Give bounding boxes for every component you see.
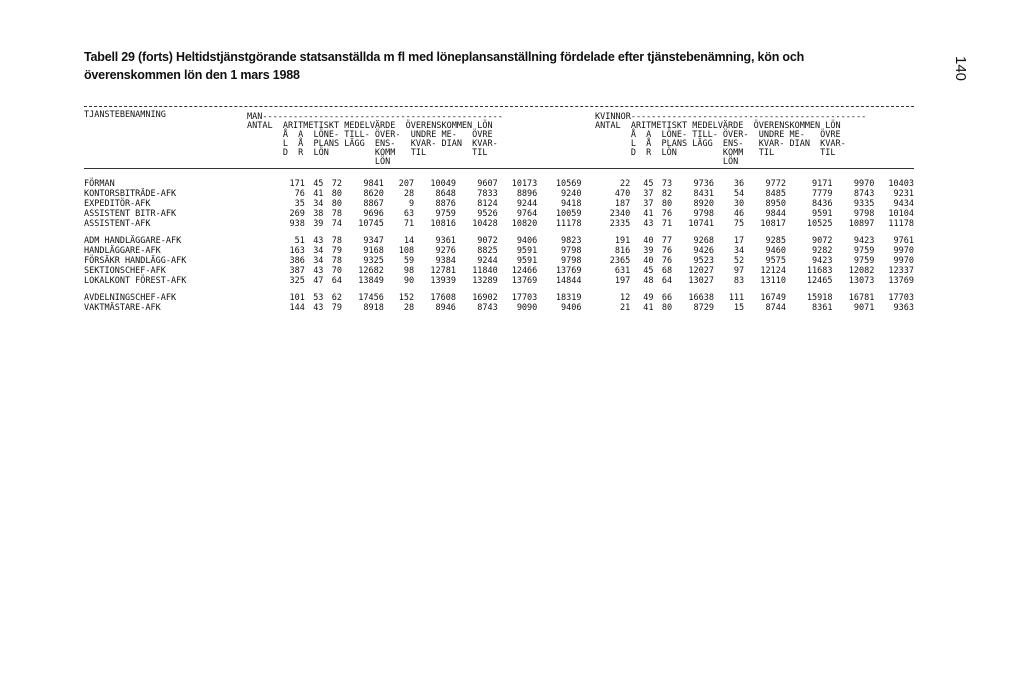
- value-cell: 51: [294, 236, 305, 246]
- value-cell: 9335: [853, 199, 875, 209]
- value-cell: 9764: [516, 209, 538, 219]
- value-cell: 40: [643, 236, 654, 246]
- value-cell: 80: [661, 303, 673, 313]
- value-cell: 11683: [806, 266, 833, 276]
- value-cell: 34: [733, 246, 745, 256]
- value-cell: 75: [733, 219, 745, 229]
- value-cell: 9575: [765, 256, 787, 266]
- value-cell: 10428: [472, 219, 498, 229]
- value-cell: 9823: [560, 236, 582, 246]
- occupation-cell: KONTORSBITRÄDE-AFK: [84, 189, 177, 199]
- value-cell: 12682: [358, 266, 384, 276]
- value-cell: 37: [643, 189, 654, 199]
- value-cell: 12: [620, 293, 631, 303]
- value-cell: 9591: [812, 209, 833, 219]
- value-cell: 10059: [555, 209, 582, 219]
- value-cell: 9406: [560, 303, 582, 313]
- value-cell: 8436: [812, 199, 833, 209]
- value-cell: 71: [661, 219, 673, 229]
- men-header: MAN-----------------------------------------------: [247, 112, 503, 122]
- occupation-cell: HANDLÄGGARE-AFK: [84, 246, 161, 256]
- value-cell: 8485: [765, 189, 787, 199]
- value-cell: 9268: [693, 236, 714, 246]
- value-cell: 73: [661, 179, 673, 189]
- value-cell: 8950: [765, 199, 787, 209]
- value-cell: 9591: [516, 256, 538, 266]
- value-cell: 71: [403, 219, 415, 229]
- value-cell: 10741: [688, 219, 714, 229]
- value-cell: 41: [643, 303, 654, 313]
- value-cell: 9772: [765, 179, 787, 189]
- value-cell: 9523: [693, 256, 714, 266]
- occupation-cell: SEKTIONSCHEF-AFK: [84, 266, 166, 276]
- value-cell: 8918: [363, 303, 384, 313]
- value-cell: 325: [289, 276, 305, 286]
- value-cell: 43: [313, 303, 324, 313]
- value-cell: 53: [313, 293, 324, 303]
- value-cell: 21: [620, 303, 631, 313]
- value-cell: 37: [643, 199, 654, 209]
- value-cell: 22: [620, 179, 631, 189]
- value-cell: 39: [643, 246, 654, 256]
- value-cell: 152: [398, 293, 415, 303]
- value-cell: 9072: [477, 236, 498, 246]
- value-cell: 63: [403, 209, 415, 219]
- value-cell: 9434: [893, 199, 914, 209]
- value-cell: 9347: [363, 236, 384, 246]
- value-cell: 9591: [516, 246, 538, 256]
- value-cell: 9423: [812, 256, 833, 266]
- value-cell: 9071: [853, 303, 875, 313]
- value-cell: 163: [289, 246, 305, 256]
- value-cell: 80: [331, 199, 343, 209]
- value-cell: 2365: [609, 256, 631, 266]
- salary-table: [84, 179, 914, 313]
- value-cell: 17456: [358, 293, 384, 303]
- value-cell: 9240: [560, 189, 582, 199]
- value-cell: 78: [331, 256, 343, 266]
- column-label: TJANSTEBENAMNING: [84, 110, 166, 120]
- value-cell: 9072: [812, 236, 833, 246]
- value-cell: 49: [643, 293, 654, 303]
- value-cell: 9168: [363, 246, 384, 256]
- value-cell: 207: [398, 179, 415, 189]
- value-cell: 8946: [435, 303, 456, 313]
- header-rule: [84, 168, 914, 169]
- value-cell: 938: [289, 219, 305, 229]
- value-cell: 82: [661, 189, 673, 199]
- value-cell: 13073: [848, 276, 875, 286]
- value-cell: 64: [331, 276, 343, 286]
- value-cell: 13110: [760, 276, 787, 286]
- value-cell: 9526: [477, 209, 498, 219]
- value-cell: 12124: [760, 266, 787, 276]
- table-row: [84, 256, 914, 266]
- value-cell: 8729: [693, 303, 714, 313]
- value-cell: 8648: [435, 189, 456, 199]
- value-cell: 43: [313, 266, 324, 276]
- value-cell: 9798: [693, 209, 714, 219]
- value-cell: 78: [331, 236, 343, 246]
- value-cell: 8361: [812, 303, 833, 313]
- value-cell: 631: [614, 266, 631, 276]
- value-cell: 16638: [688, 293, 714, 303]
- value-cell: 386: [289, 256, 305, 266]
- value-cell: 8825: [477, 246, 498, 256]
- value-cell: 59: [403, 256, 415, 266]
- group-spacer: [84, 286, 914, 293]
- value-cell: 9171: [812, 179, 833, 189]
- value-cell: 9325: [363, 256, 384, 266]
- value-cell: 14: [403, 236, 415, 246]
- value-cell: 14844: [555, 276, 582, 286]
- value-cell: 187: [614, 199, 631, 209]
- value-cell: 77: [661, 236, 673, 246]
- table-row: [84, 276, 914, 286]
- value-cell: 9759: [435, 209, 456, 219]
- value-cell: 8743: [853, 189, 875, 199]
- value-cell: 9363: [893, 303, 914, 313]
- value-cell: 12337: [888, 266, 914, 276]
- table-row: [84, 303, 914, 313]
- value-cell: 9460: [765, 246, 787, 256]
- value-cell: 9798: [560, 246, 582, 256]
- occupation-cell: EXPEDITÖR-AFK: [84, 199, 151, 209]
- value-cell: 8876: [435, 199, 456, 209]
- value-cell: 8920: [693, 199, 714, 209]
- value-cell: 13027: [688, 276, 714, 286]
- value-cell: 28: [403, 303, 415, 313]
- value-cell: 34: [313, 256, 324, 266]
- value-cell: 35: [294, 199, 305, 209]
- table-row: [84, 209, 914, 219]
- value-cell: 68: [661, 266, 673, 276]
- value-cell: 9844: [765, 209, 787, 219]
- value-cell: 70: [331, 266, 343, 276]
- value-cell: 16781: [848, 293, 875, 303]
- value-cell: 46: [733, 209, 745, 219]
- value-cell: 9607: [477, 179, 498, 189]
- value-cell: 9361: [435, 236, 456, 246]
- occupation-cell: ASSISTENT-AFK: [84, 219, 151, 229]
- value-cell: 43: [643, 219, 654, 229]
- value-cell: 10104: [888, 209, 914, 219]
- value-cell: 10525: [806, 219, 833, 229]
- value-cell: 10569: [555, 179, 582, 189]
- value-cell: 80: [331, 189, 343, 199]
- value-cell: 43: [313, 236, 324, 246]
- value-cell: 8896: [516, 189, 538, 199]
- value-cell: 191: [614, 236, 631, 246]
- value-cell: 9426: [693, 246, 714, 256]
- value-cell: 13939: [430, 276, 456, 286]
- value-cell: 10820: [511, 219, 538, 229]
- table-row: [84, 246, 914, 256]
- occupation-cell: VAKTMÄSTARE-AFK: [84, 303, 161, 313]
- value-cell: 2335: [609, 219, 631, 229]
- value-cell: 8867: [363, 199, 384, 209]
- value-cell: 90: [403, 276, 415, 286]
- value-cell: 54: [733, 189, 745, 199]
- value-cell: 101: [289, 293, 305, 303]
- occupation-cell: FÖRMAN: [84, 179, 115, 189]
- value-cell: 9970: [893, 256, 914, 266]
- value-cell: 9090: [516, 303, 538, 313]
- value-cell: 10897: [848, 219, 875, 229]
- value-cell: 34: [313, 199, 324, 209]
- value-cell: 7833: [477, 189, 498, 199]
- value-cell: 9798: [560, 256, 582, 266]
- value-cell: 111: [728, 293, 745, 303]
- value-cell: 9798: [853, 209, 875, 219]
- value-cell: 12027: [688, 266, 714, 276]
- value-cell: 17703: [511, 293, 538, 303]
- value-cell: 15: [733, 303, 745, 313]
- table-row: [84, 236, 914, 246]
- value-cell: 8620: [363, 189, 384, 199]
- value-cell: 41: [313, 189, 324, 199]
- page-number: 140: [952, 55, 970, 82]
- table-row: [84, 219, 914, 229]
- value-cell: 52: [733, 256, 745, 266]
- value-cell: 171: [289, 179, 305, 189]
- value-cell: 76: [661, 246, 673, 256]
- value-cell: 2340: [609, 209, 631, 219]
- women-subheader: ANTAL ARITMETISKT MEDELVÄRDE ÖVERENSKOMMEN LÖN Å A LÖNE- TILL- ÖVER- UNDRE ME- ÖVRE L Å PLANS LÄGG ENS- KVAR- DIAN KVAR- D R LÖN KOMM TIL TIL LÖN: [595, 121, 846, 167]
- value-cell: 83: [733, 276, 745, 286]
- value-cell: 9736: [693, 179, 714, 189]
- value-cell: 79: [331, 246, 343, 256]
- value-cell: 8744: [765, 303, 787, 313]
- value-cell: 144: [289, 303, 305, 313]
- value-cell: 17: [733, 236, 745, 246]
- value-cell: 16749: [760, 293, 787, 303]
- value-cell: 18319: [555, 293, 582, 303]
- value-cell: 12781: [430, 266, 456, 276]
- value-cell: 41: [643, 209, 654, 219]
- value-cell: 34: [313, 246, 324, 256]
- women-header: KVINNOR----------------------------------------------: [595, 112, 867, 122]
- value-cell: 9244: [516, 199, 538, 209]
- value-cell: 76: [294, 189, 305, 199]
- value-cell: 9423: [853, 236, 875, 246]
- table-row: [84, 199, 914, 209]
- value-cell: 9418: [560, 199, 582, 209]
- value-cell: 66: [661, 293, 673, 303]
- value-cell: 11178: [888, 219, 914, 229]
- value-cell: 9282: [812, 246, 833, 256]
- value-cell: 12466: [511, 266, 538, 276]
- occupation-cell: ASSISTENT BITR-AFK: [84, 209, 177, 219]
- value-cell: 76: [661, 256, 673, 266]
- value-cell: 13769: [555, 266, 582, 276]
- value-cell: 45: [313, 179, 324, 189]
- value-cell: 72: [331, 179, 343, 189]
- value-cell: 9970: [853, 179, 875, 189]
- value-cell: 97: [733, 266, 745, 276]
- value-cell: 9759: [853, 246, 875, 256]
- value-cell: 9759: [853, 256, 875, 266]
- value-cell: 7779: [812, 189, 833, 199]
- value-cell: 8124: [477, 199, 498, 209]
- occupation-cell: ADM HANDLÄGGARE-AFK: [84, 236, 182, 246]
- value-cell: 10745: [358, 219, 384, 229]
- value-cell: 13849: [358, 276, 384, 286]
- value-cell: 8431: [693, 189, 714, 199]
- value-cell: 9231: [893, 189, 914, 199]
- value-cell: 47: [313, 276, 324, 286]
- value-cell: 12082: [848, 266, 875, 276]
- value-cell: 36: [733, 179, 745, 189]
- occupation-cell: AVDELNINGSCHEF-AFK: [84, 293, 177, 303]
- value-cell: 48: [643, 276, 654, 286]
- value-cell: 78: [331, 209, 343, 219]
- value-cell: 10817: [760, 219, 787, 229]
- value-cell: 9244: [477, 256, 498, 266]
- value-cell: 13769: [511, 276, 538, 286]
- value-cell: 40: [643, 256, 654, 266]
- value-cell: 11840: [472, 266, 498, 276]
- value-cell: 15918: [806, 293, 833, 303]
- value-cell: 9406: [516, 236, 538, 246]
- value-cell: 74: [331, 219, 343, 229]
- men-subheader: ANTAL ARITMETISKT MEDELVÄRDE ÖVERENSKOMMEN LÖN Å A LÖNE- TILL- ÖVER- UNDRE ME- ÖVRE L Å PLANS LÄGG ENS- KVAR- DIAN KVAR- D R LÖN KOMM TIL TIL LÖN: [247, 121, 498, 167]
- value-cell: 197: [614, 276, 631, 286]
- value-cell: 62: [331, 293, 343, 303]
- value-cell: 17608: [430, 293, 456, 303]
- value-cell: 39: [313, 219, 324, 229]
- value-cell: 79: [331, 303, 343, 313]
- value-cell: 9384: [435, 256, 456, 266]
- value-cell: 28: [403, 189, 415, 199]
- value-cell: 38: [313, 209, 324, 219]
- value-cell: 8743: [477, 303, 498, 313]
- value-cell: 16902: [472, 293, 498, 303]
- table-row: [84, 266, 914, 276]
- value-cell: 9761: [893, 236, 914, 246]
- value-cell: 10816: [430, 219, 456, 229]
- value-cell: 64: [661, 276, 673, 286]
- value-cell: 108: [398, 246, 415, 256]
- value-cell: 30: [733, 199, 745, 209]
- group-spacer: [84, 229, 914, 236]
- table-title: Tabell 29 (forts) Heltidstjänstgörande statsanställda m fl med löneplansanställning fördelade efter tjänstebenämning, kön och överenskommen lön den 1 mars 1988: [84, 50, 805, 82]
- value-cell: 76: [661, 209, 673, 219]
- value-cell: 11178: [555, 219, 582, 229]
- value-cell: 9: [408, 199, 415, 209]
- value-cell: 13289: [472, 276, 498, 286]
- value-cell: 98: [403, 266, 415, 276]
- value-cell: 269: [289, 209, 305, 219]
- value-cell: 10403: [888, 179, 914, 189]
- value-cell: 9285: [765, 236, 787, 246]
- value-cell: 45: [643, 179, 654, 189]
- table-row: [84, 189, 914, 199]
- value-cell: 12465: [806, 276, 833, 286]
- value-cell: 9841: [363, 179, 384, 189]
- occupation-cell: LOKALKONT FÖREST-AFK: [84, 276, 187, 286]
- table-row: [84, 293, 914, 303]
- value-cell: 45: [643, 266, 654, 276]
- occupation-cell: FÖRSÄKR HANDLÄGG-AFK: [84, 256, 187, 266]
- value-cell: 9970: [893, 246, 914, 256]
- value-cell: 9696: [363, 209, 384, 219]
- value-cell: 816: [614, 246, 631, 256]
- value-cell: 9276: [435, 246, 456, 256]
- value-cell: 13769: [888, 276, 914, 286]
- value-cell: 10173: [511, 179, 538, 189]
- value-cell: 470: [614, 189, 631, 199]
- value-cell: 387: [289, 266, 305, 276]
- value-cell: 80: [661, 199, 673, 209]
- table-row: [84, 179, 914, 189]
- value-cell: 17703: [888, 293, 914, 303]
- value-cell: 10049: [430, 179, 456, 189]
- top-rule: [84, 106, 914, 107]
